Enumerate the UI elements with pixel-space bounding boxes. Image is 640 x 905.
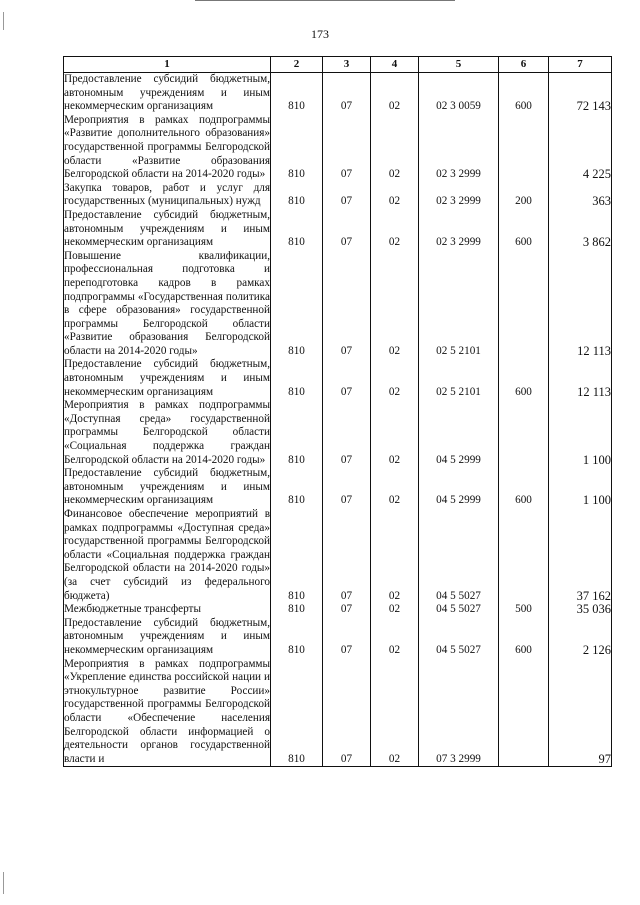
- section-code: 07: [323, 399, 371, 467]
- expense-type-code: 600: [499, 617, 549, 658]
- subsection-code: 02: [371, 467, 419, 508]
- target-article-code: 04 5 2999: [419, 467, 499, 508]
- ministry-code: 810: [271, 508, 323, 603]
- item-description: Предоставление субсидий бюджетным, автономным учреждениям и иным некоммерческим организациям: [64, 208, 270, 249]
- amount-value: 363: [549, 182, 612, 209]
- column-header: 1: [64, 57, 271, 73]
- item-description: Закупка товаров, работ и услуг для государственных (муниципальных) нужд: [64, 181, 270, 208]
- ministry-code: 810: [271, 358, 323, 399]
- expense-type-code: 600: [499, 467, 549, 508]
- section-code: 07: [323, 658, 371, 767]
- item-description: Межбюджетные трансферты: [64, 603, 271, 617]
- target-article-code: 04 5 5027: [419, 508, 499, 603]
- expense-type-code: 600: [499, 358, 549, 399]
- section-code: 07: [323, 209, 371, 250]
- amount-value: 72 143: [549, 73, 612, 114]
- subsection-code: 02: [371, 73, 419, 114]
- section-code: 07: [323, 73, 371, 114]
- column-header: 5: [419, 57, 499, 73]
- amount-value: 35 036: [549, 603, 612, 617]
- amount-value: 97: [549, 658, 612, 767]
- expense-type-code: 600: [499, 209, 549, 250]
- column-header: 6: [499, 57, 549, 73]
- table-row: [64, 114, 612, 182]
- target-article-code: 02 3 2999: [419, 114, 499, 182]
- budget-table: [63, 56, 612, 767]
- amount-value: 1 100: [549, 399, 612, 467]
- ministry-code: 810: [271, 603, 323, 617]
- item-description: Повышение квалификации, профессиональная подготовка и переподготовка кадров в рамках подпрограммы «Государственная политика в сфере образования» государственной программы Белгородской области «Развитие образования Белгородской области на 2014-2020 годы»: [64, 249, 270, 357]
- section-code: 07: [323, 358, 371, 399]
- table-header-row: [64, 57, 612, 73]
- subsection-code: 02: [371, 603, 419, 617]
- amount-value: 2 126: [549, 617, 612, 658]
- item-description: Предоставление субсидий бюджетным, автономным учреждениям и иным некоммерческим организациям: [64, 467, 270, 507]
- subsection-code: 02: [371, 250, 419, 359]
- subsection-code: 02: [371, 209, 419, 250]
- table-row: [64, 182, 612, 209]
- expense-type-code: [499, 508, 549, 603]
- table-row: [64, 399, 612, 467]
- scan-top-line: [195, 0, 455, 1]
- section-code: 07: [323, 617, 371, 658]
- amount-value: 4 225: [549, 114, 612, 182]
- expense-type-code: 200: [499, 182, 549, 209]
- target-article-code: 07 3 2999: [419, 658, 499, 767]
- table-row: [64, 603, 612, 617]
- ministry-code: 810: [271, 399, 323, 467]
- table-row: [64, 508, 612, 603]
- item-description: Предоставление субсидий бюджетным, автономным учреждениям и иным некоммерческим организациям: [64, 358, 270, 398]
- amount-value: 12 113: [549, 358, 612, 399]
- expense-type-code: 500: [499, 603, 549, 617]
- table-row: [64, 250, 612, 359]
- item-description: Мероприятия в рамках подпрограммы «Доступная среда» государственной программы Белгородской области «Социальная поддержка граждан Белгородской области на 2014-2020 годы»: [64, 399, 270, 466]
- subsection-code: 02: [371, 658, 419, 767]
- ministry-code: 810: [271, 658, 323, 767]
- ministry-code: 810: [271, 467, 323, 508]
- expense-type-code: [499, 658, 549, 767]
- section-code: 07: [323, 467, 371, 508]
- target-article-code: 02 3 2999: [419, 182, 499, 209]
- ministry-code: 810: [271, 209, 323, 250]
- target-article-code: 04 5 5027: [419, 617, 499, 658]
- section-code: 07: [323, 603, 371, 617]
- section-code: 07: [323, 508, 371, 603]
- expense-type-code: [499, 114, 549, 182]
- expense-type-code: [499, 399, 549, 467]
- table-row: [64, 358, 612, 399]
- table-row: [64, 73, 612, 114]
- amount-value: 1 100: [549, 467, 612, 508]
- target-article-code: 04 5 5027: [419, 603, 499, 617]
- section-code: 07: [323, 182, 371, 209]
- ministry-code: 810: [271, 617, 323, 658]
- target-article-code: 04 5 2999: [419, 399, 499, 467]
- table-row: [64, 467, 612, 508]
- target-article-code: 02 3 0059: [419, 73, 499, 114]
- column-header: 2: [271, 57, 323, 73]
- target-article-code: 02 5 2101: [419, 358, 499, 399]
- ministry-code: 810: [271, 250, 323, 359]
- subsection-code: 02: [371, 617, 419, 658]
- subsection-code: 02: [371, 399, 419, 467]
- item-description: Мероприятия в рамках подпрограммы «Развитие дополнительного образования» государственной программы Белгородской области «Развитие образования Белгородской области на 2014-2020 годы»: [64, 113, 270, 181]
- ministry-code: 810: [271, 182, 323, 209]
- subsection-code: 02: [371, 114, 419, 182]
- item-description: Мероприятия в рамках подпрограммы «Укрепление единства российской нации и этнокультурное развитие России» государственной программы Белгородской области «Обеспечение населения Белгородской области информацией о деятельности органов государственной власти и: [64, 658, 271, 767]
- expense-type-code: 600: [499, 73, 549, 114]
- scan-margin-mark: [3, 872, 4, 894]
- column-header: 7: [549, 57, 612, 73]
- amount-value: 12 113: [549, 250, 612, 359]
- ministry-code: 810: [271, 73, 323, 114]
- table-row: [64, 617, 612, 658]
- target-article-code: 02 3 2999: [419, 209, 499, 250]
- section-code: 07: [323, 250, 371, 359]
- item-description: Финансовое обеспечение мероприятий в рамках подпрограммы «Доступная среда» государственной программы Белгородской области «Социальная поддержка граждан Белгородской области на 2014-2020 годы» (за счет субсидий из федерального бюджета): [64, 508, 270, 602]
- target-article-code: 02 5 2101: [419, 250, 499, 359]
- item-description: Предоставление субсидий бюджетным, автономным учреждениям и иным некоммерческим организациям: [64, 73, 270, 113]
- subsection-code: 02: [371, 508, 419, 603]
- section-code: 07: [323, 114, 371, 182]
- table-row: [64, 209, 612, 250]
- table-row: [64, 658, 612, 767]
- column-header: 3: [323, 57, 371, 73]
- ministry-code: 810: [271, 114, 323, 182]
- expense-type-code: [499, 250, 549, 359]
- item-description: Предоставление субсидий бюджетным, автономным учреждениям и иным некоммерческим организациям: [64, 616, 270, 656]
- column-header: 4: [371, 57, 419, 73]
- amount-value: 37 162: [549, 508, 612, 603]
- amount-value: 3 862: [549, 209, 612, 250]
- subsection-code: 02: [371, 182, 419, 209]
- page-number: 173: [311, 27, 329, 41]
- subsection-code: 02: [371, 358, 419, 399]
